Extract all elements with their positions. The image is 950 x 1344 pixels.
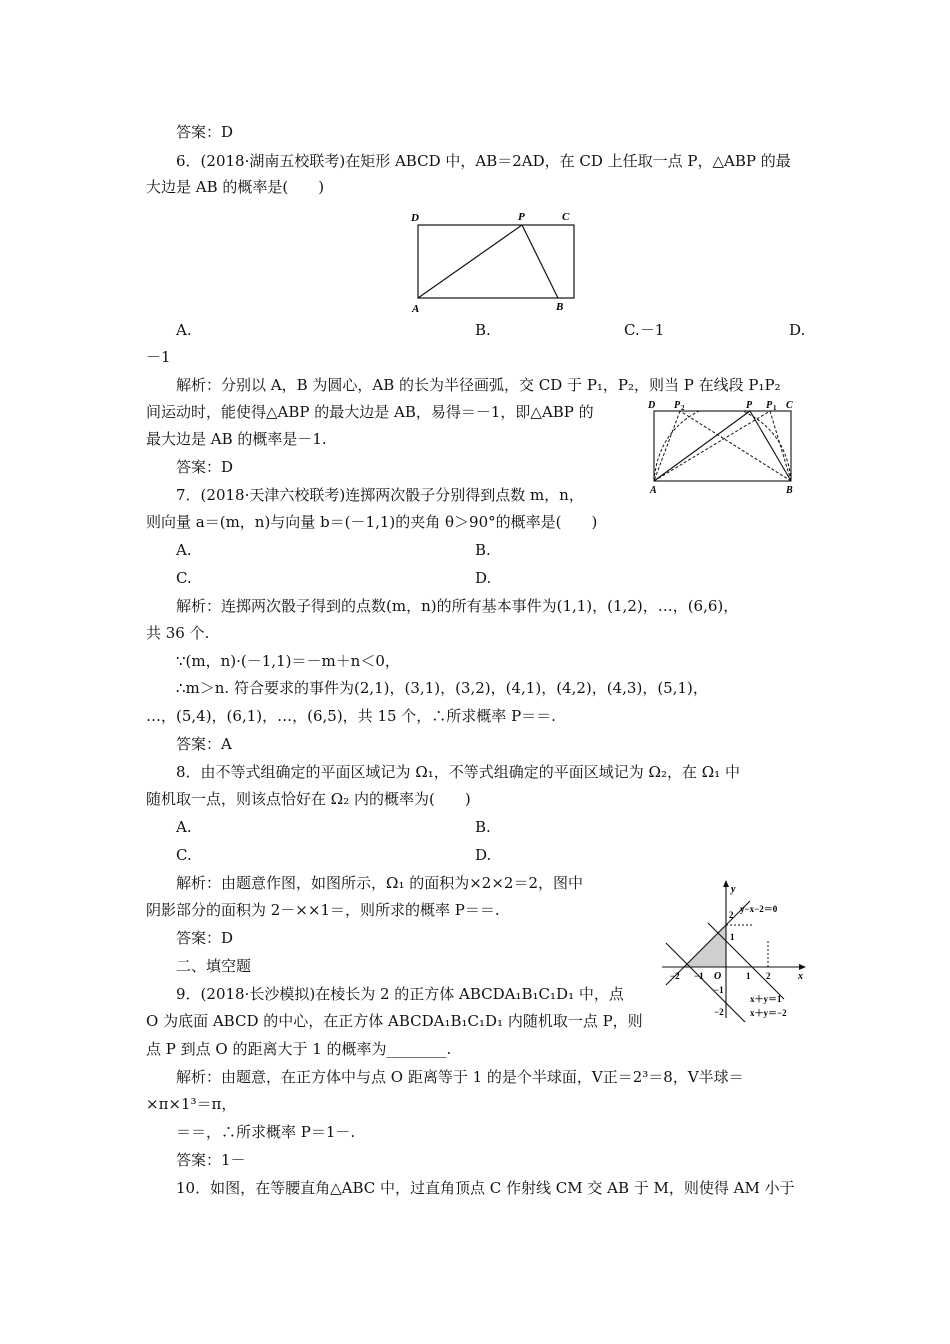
tick-y-1: 1: [730, 932, 735, 942]
q8-solution-1: 解析：由题意作图，如图所示，Ω₁ 的面积为×2×2＝2，图中: [176, 874, 583, 892]
axis-x-label: x: [798, 971, 803, 982]
label-d: D: [648, 400, 656, 411]
q7-option-c: C.: [176, 569, 192, 587]
q7-option-b: B.: [475, 541, 491, 559]
section-heading-fill-in: 二、填空题: [176, 957, 252, 975]
q6-option-d-cont: －1: [146, 348, 171, 366]
q6-option-a: A.: [176, 321, 192, 339]
answer-8: 答案：D: [176, 929, 234, 947]
q6-line1: 6．(2018·湖南五校联考)在矩形 ABCD 中，AB＝2AD，在 CD 上任取一点 P，△ABP 的最: [176, 152, 791, 170]
label-p: P: [518, 211, 525, 223]
answer-9: 答案：1－: [176, 1151, 246, 1169]
label-p1-sub: 1: [773, 404, 777, 412]
q8-line2: 随机取一点，则该点恰好在 Ω₂ 内的概率为( ): [146, 790, 471, 808]
q7-solution-4: ∴m＞n. 符合要求的事件为(2,1)，(3,1)，(3,2)，(4,1)，(4,2)，(4,3)，(5,1)，: [176, 679, 708, 697]
q6-line2: 大边是 AB 的概率是( ): [146, 178, 325, 196]
q7-solution-3: ∵(m，n)·(－1,1)＝－m＋n＜0，: [176, 652, 400, 670]
tick-x-1: 1: [746, 971, 751, 981]
q6-solution-3: 最大边是 AB 的概率是－1.: [146, 430, 327, 448]
tick-x-2: 2: [766, 971, 771, 981]
q7-solution-5: …，(5,4)，(6,1)，…，(6,5)，共 15 个，∴所求概率 P＝＝.: [146, 707, 556, 725]
q6-option-b: B.: [475, 321, 491, 339]
label-p1: P: [766, 400, 773, 411]
q7-solution-2: 共 36 个.: [146, 624, 210, 642]
q9-solution-2: ×π×1³＝π，: [146, 1095, 237, 1113]
q7-option-a: A.: [176, 541, 192, 559]
tick-y-m1: −1: [714, 985, 724, 995]
q9-line3: 点 P 到点 O 的距离大于 1 的概率为________.: [146, 1040, 452, 1058]
q6-solution-1: 解析：分别以 A，B 为圆心，AB 的长为半径画弧，交 CD 于 P₁，P₂，则当 P 在线段 P₁P₂: [176, 376, 781, 394]
q8-solution-2: 阴影部分的面积为 2－××1＝，则所求的概率 P＝＝.: [146, 901, 500, 919]
q9-line2: O 为底面 ABCD 的中心，在正方体 ABCDA₁B₁C₁D₁ 内随机取一点 P，则: [146, 1012, 643, 1030]
q6-rectangle-figure: [408, 208, 586, 314]
q10-line1: 10．如图，在等腰直角△ABC 中，过直角顶点 C 作射线 CM 交 AB 于 M，则使得 AM 小于: [176, 1179, 795, 1197]
label-c: C: [562, 211, 570, 223]
q8-option-c: C.: [176, 846, 192, 864]
origin-label: O: [714, 971, 722, 982]
label-d: D: [411, 212, 419, 224]
answer-5: 答案：D: [176, 123, 234, 141]
q6-solution-2: 间运动时，能使得△ABP 的最大边是 AB，易得＝－1，即△ABP 的: [146, 403, 594, 421]
q6-option-c: C.－1: [624, 321, 665, 339]
label-p2-sub: 2: [681, 404, 685, 412]
q9-solution-3: ＝＝，∴所求概率 P＝1－.: [176, 1123, 356, 1141]
label-b: B: [556, 301, 564, 313]
label-b: B: [786, 485, 793, 496]
tick-y-m2: −2: [714, 1007, 724, 1017]
q8-region-figure: [656, 878, 810, 1022]
q7-line1: 7．(2018·天津六校联考)连掷两次骰子分别得到点数 m，n，: [176, 486, 584, 504]
label-a: A: [650, 485, 657, 496]
q9-line1: 9．(2018·长沙模拟)在棱长为 2 的正方体 ABCDA₁B₁C₁D₁ 中，点: [176, 985, 624, 1003]
q7-option-d: D.: [475, 569, 492, 587]
answer-6: 答案：D: [176, 458, 234, 476]
q8-option-b: B.: [475, 818, 491, 836]
q6-solution-figure: [646, 396, 802, 496]
equation-y-x-2: y−x−2＝0: [740, 904, 778, 914]
label-p: P: [746, 400, 753, 411]
equation-x-y-m2: x＋y＝−2: [750, 1008, 787, 1018]
axis-y-label: y: [731, 884, 736, 895]
tick-x-m1: −1: [694, 971, 704, 981]
answer-7: 答案：A: [176, 735, 232, 753]
q9-solution-1: 解析：由题意，在正方体中与点 O 距离等于 1 的是个半球面，V正＝2³＝8，V半球＝: [176, 1068, 744, 1086]
label-a: A: [412, 303, 420, 314]
q7-solution-1: 解析：连掷两次骰子得到的点数(m，n)的所有基本事件为(1,1)，(1,2)，…，(6,6)，: [176, 597, 739, 615]
q8-option-a: A.: [176, 818, 192, 836]
tick-y-2: 2: [729, 910, 734, 920]
q8-option-d: D.: [475, 846, 492, 864]
q8-line1: 8．由不等式组确定的平面区域记为 Ω₁，不等式组确定的平面区域记为 Ω₂，在 Ω₁ 中: [176, 763, 740, 781]
equation-x-y-1: x＋y＝1: [750, 994, 782, 1004]
q7-line2: 则向量 a＝(m，n)与向量 b＝(－1,1)的夹角 θ＞90°的概率是( ): [146, 513, 598, 531]
q6-option-d: D.: [789, 321, 806, 339]
label-c: C: [786, 400, 793, 411]
tick-x-m2: −2: [670, 971, 680, 981]
label-p2: P: [674, 400, 681, 411]
